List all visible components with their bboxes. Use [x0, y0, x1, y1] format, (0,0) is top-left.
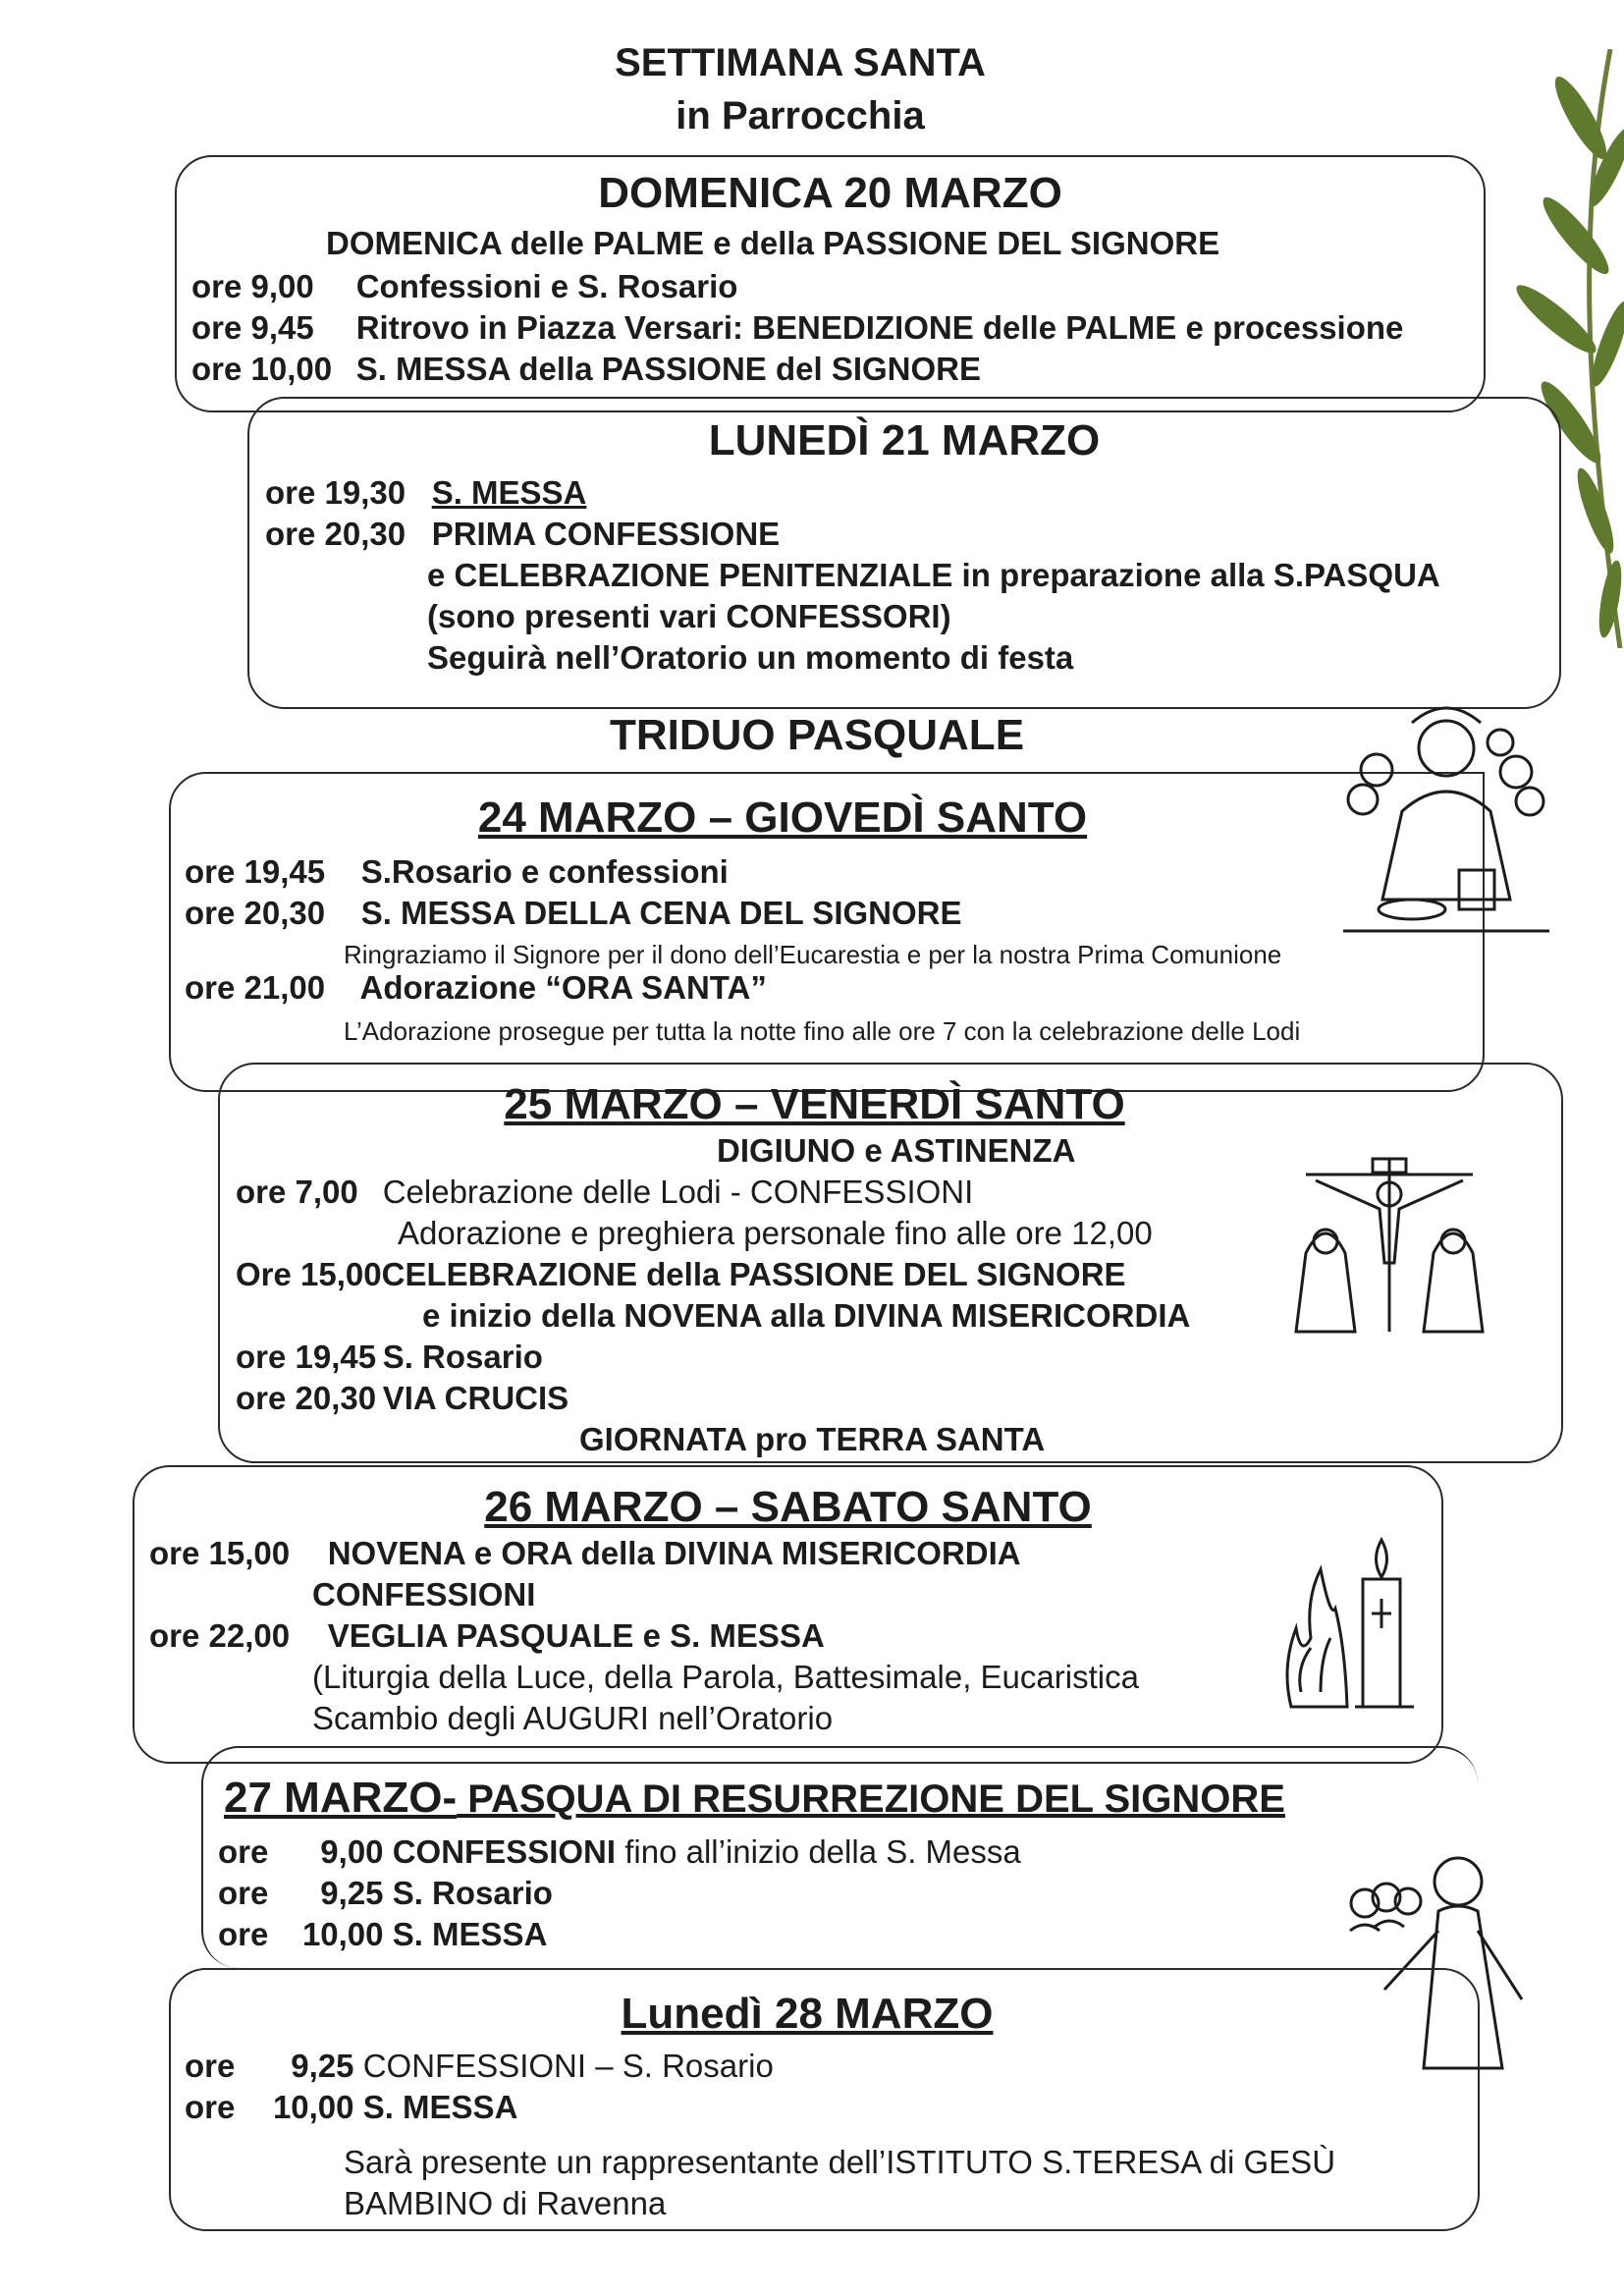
section-subtitle: DOMENICA delle PALME e della PASSIONE DEL SIGNORE	[326, 225, 1220, 261]
section-title: Lunedì 28 MARZO	[621, 1990, 994, 2038]
continuation-line: Adorazione e preghiera personale fino alle ore 12,00	[398, 1215, 1153, 1251]
continuation-line: e CELEBRAZIONE PENITENZIALE in preparazione alla S.PASQUA	[427, 557, 1440, 593]
schedule-line: ore 19,45 S.Rosario e confessioni	[185, 853, 729, 890]
continuation-line: Scambio degli AUGURI nell’Oratorio	[312, 1700, 834, 1736]
schedule-line: ore 21,00 Adorazione “ORA SANTA”	[185, 969, 767, 1006]
section-title: 26 MARZO – SABATO SANTO	[484, 1483, 1092, 1531]
section-title: DOMENICA 20 MARZO	[598, 169, 1062, 217]
continuation-line: BAMBINO di Ravenna	[344, 2185, 667, 2221]
schedule-line: ore 9,25 CONFESSIONI – S. Rosario	[185, 2048, 774, 2084]
triduo-title: TRIDUO PASQUALE	[609, 711, 1025, 759]
easter-candle-icon	[1276, 1520, 1424, 1717]
schedule-line: ore 19,45 S. Rosario	[236, 1339, 543, 1375]
schedule-line: ore 10,00 S. MESSA	[185, 2089, 518, 2125]
section-subtitle: DIGIUNO e ASTINENZA	[717, 1132, 1076, 1169]
schedule-line: ore 10,00 S. MESSA della PASSIONE del SIGNORE	[191, 351, 982, 387]
crucifixion-icon	[1286, 1155, 1492, 1341]
section-title: 24 MARZO – GIOVEDÌ SANTO	[477, 793, 1088, 842]
schedule-line: ore 9,00 Confessioni e S. Rosario	[191, 268, 738, 304]
schedule-line: ore 20,30 S. MESSA DELLA CENA DEL SIGNORE	[185, 895, 962, 931]
continuation-line: Sarà presente un rappresentante dell’ISTITUTO S.TERESA di GESÙ	[344, 2144, 1336, 2180]
schedule-line: ore 19,30 S. MESSA	[265, 474, 587, 511]
schedule-line: ore 7,00 Celebrazione delle Lodi - CONFESSIONI	[236, 1174, 974, 1210]
schedule-line: ore 9,00 CONFESSIONI fino all’inizio della S. Messa	[218, 1833, 1021, 1870]
schedule-line: ore 10,00 S. MESSA	[218, 1916, 548, 1952]
schedule-line: ore 20,30 VIA CRUCIS	[236, 1380, 569, 1416]
continuation-line: (Liturgia della Luce, della Parola, Battesimale, Eucaristica	[312, 1659, 1139, 1695]
page-subtitle: in Parrocchia	[676, 94, 925, 137]
section-title: 25 MARZO – VENERDÌ SANTO	[504, 1080, 1125, 1128]
note-line: L’Adorazione prosegue per tutta la notte fino alle ore 7 con la celebrazione delle Lodi	[344, 1016, 1301, 1046]
section-title: LUNEDÌ 21 MARZO	[708, 416, 1101, 465]
schedule-line: ore 9,25 S. Rosario	[218, 1875, 553, 1911]
section-title: 27 MARZO- PASQUA DI RESURREZIONE DEL SIGNORE	[224, 1774, 1285, 1822]
schedule-line: ore 9,45 Ritrovo in Piazza Versari: BENEDIZIONE delle PALME e processione	[191, 309, 1404, 346]
schedule-line: ore 22,00 VEGLIA PASQUALE e S. MESSA	[149, 1617, 825, 1654]
continuation-line: e inizio della NOVENA alla DIVINA MISERICORDIA	[422, 1297, 1191, 1334]
continuation-line: CONFESSIONI	[312, 1576, 536, 1613]
last-supper-icon	[1343, 703, 1549, 939]
note-line: Ringraziamo il Signore per il dono dell’Eucarestia e per la nostra Prima Comunione	[344, 940, 1282, 969]
schedule-line: ore 15,00 NOVENA e ORA della DIVINA MISERICORDIA	[149, 1535, 1021, 1571]
page-title: SETTIMANA SANTA	[615, 41, 986, 84]
continuation-line: (sono presenti vari CONFESSORI)	[427, 598, 951, 634]
continuation-line: Seguirà nell’Oratorio un momento di festa	[427, 639, 1074, 676]
section-footer: GIORNATA pro TERRA SANTA	[579, 1421, 1046, 1457]
schedule-line: ore 20,30 PRIMA CONFESSIONE	[265, 516, 781, 552]
schedule-line: Ore 15,00CELEBRAZIONE della PASSIONE DEL SIGNORE	[236, 1256, 1126, 1292]
